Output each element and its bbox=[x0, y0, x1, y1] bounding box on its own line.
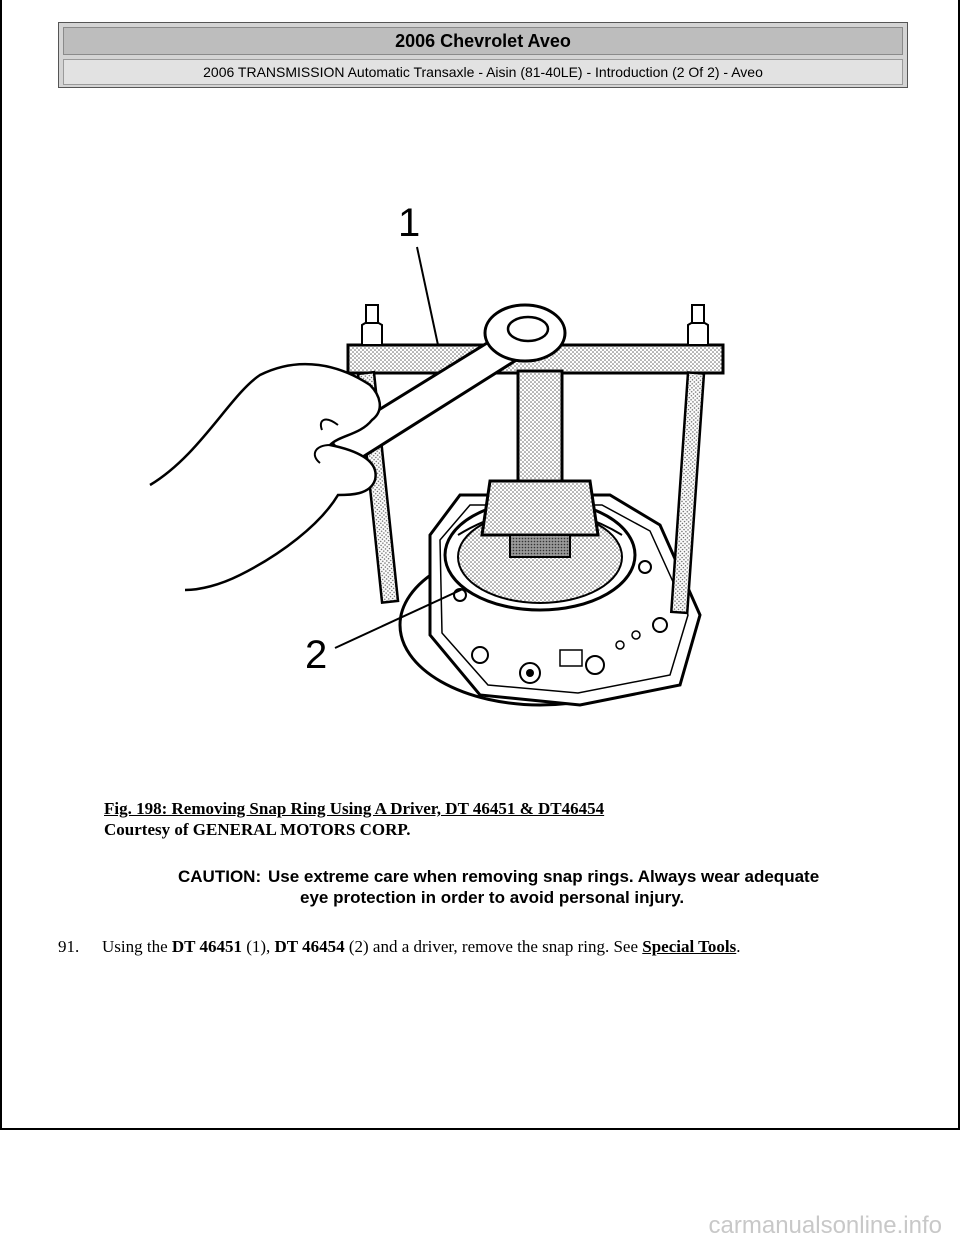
caution-text bbox=[268, 866, 908, 908]
special-tools-link[interactable]: Special Tools bbox=[642, 937, 737, 956]
callout-2: 2 bbox=[305, 633, 328, 677]
tool-dt-46451: DT 46451 bbox=[171, 937, 242, 956]
procedure-step-91 bbox=[58, 936, 918, 958]
step-text-2: (1), bbox=[241, 937, 275, 956]
document-header bbox=[58, 22, 908, 88]
header-subtitle: 2006 TRANSMISSION Automatic Transaxle - Aisin (81-40LE) - Introduction (2 Of 2) - Aveo bbox=[63, 59, 903, 85]
step-text-3: (2) and a driver, remove the snap ring. See bbox=[344, 937, 643, 956]
caution-line-2: eye protection in order to avoid personal injury. bbox=[300, 888, 685, 907]
figure-caption-credit: Courtesy of GENERAL MOTORS CORP. bbox=[104, 820, 411, 839]
step-text-1: Using the bbox=[102, 937, 172, 956]
figure-caption-title: Fig. 198: Removing Snap Ring Using A Driver, DT 46451 & DT46454 bbox=[104, 799, 605, 818]
step-text-4: . bbox=[736, 937, 741, 956]
snap-ring-removal-drawing bbox=[140, 195, 760, 735]
caution-line-1: Use extreme care when removing snap rings. Always wear adequate bbox=[268, 867, 820, 886]
tool-dt-46454: DT 46454 bbox=[274, 937, 345, 956]
page-border-bottom bbox=[0, 1128, 960, 1130]
header-title: 2006 Chevrolet Aveo bbox=[63, 27, 903, 55]
site-watermark: carmanualsonline.info bbox=[708, 1212, 942, 1239]
caution-label: CAUTION: bbox=[178, 867, 262, 886]
page-border-left bbox=[0, 0, 2, 1130]
callout-1: 1 bbox=[398, 201, 421, 245]
step-number: 91. bbox=[58, 937, 80, 956]
figure-198-illustration bbox=[140, 195, 760, 735]
